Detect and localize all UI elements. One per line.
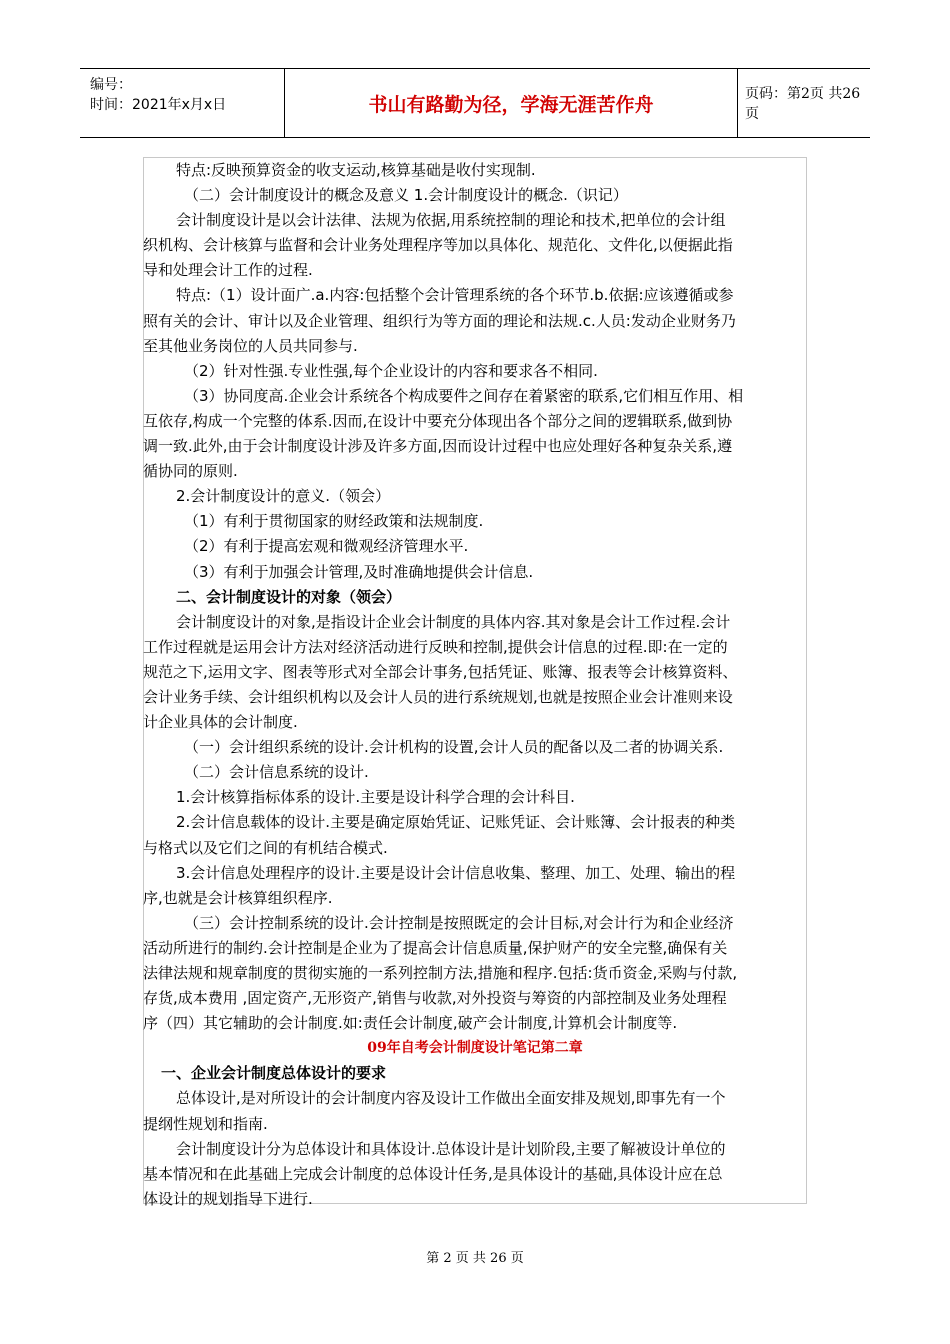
paragraph-line: 计企业具体的会计制度.	[143, 713, 298, 732]
page-info: 页码：第2页 共26页	[745, 86, 861, 122]
paragraph-line: 照有关的会计、审计以及企业管理、组织行为等方面的理论和法规.c.人员:发动企业财务乃	[143, 311, 736, 330]
paragraph-line: 规范之下,运用文字、图表等形式对全部会计事务,包括凭证、账簿、报表等会计核算资料、	[143, 662, 738, 681]
paragraph-line: 会计制度设计是以会计法律、法规为依据,用系统控制的理论和技术,把单位的会计组	[176, 211, 726, 230]
paragraph-line: 3.会计信息处理程序的设计.主要是设计会计信息收集、整理、加工、处理、输出的程	[176, 863, 736, 882]
paragraph-line: 2.会计制度设计的意义.（领会）	[176, 487, 391, 506]
paragraph-line: 导和处理会计工作的过程.	[143, 261, 313, 280]
paragraph-line: （1）有利于贯彻国家的财经政策和法规制度.	[184, 512, 484, 531]
section-heading: 一、企业会计制度总体设计的要求	[161, 1064, 387, 1083]
page-footer: 第 2 页 共 26 页	[426, 1251, 524, 1266]
paragraph-line: （一）会计组织系统的设计.会计机构的设置,会计人员的配备以及二者的协调关系.	[184, 738, 724, 757]
paragraph-line: （3）有利于加强会计管理,及时准确地提供会计信息.	[184, 562, 534, 581]
paragraph-line: 活动所进行的制约.会计控制是企业为了提高会计信息质量,保护财产的安全完整,确保有关	[143, 938, 728, 957]
time-label: 时间：2021年x月x日	[90, 97, 227, 113]
paragraph-line: （2）针对性强.专业性强,每个企业设计的内容和要求各不相同.	[184, 361, 598, 380]
paragraph-line: 工作过程就是运用会计方法对经济活动进行反映和控制,提供会计信息的过程.即:在一定的	[143, 637, 728, 656]
paragraph-line: 织机构、会计核算与监督和会计业务处理程序等加以具体化、规范化、文件化,以便据此指	[143, 236, 733, 255]
motto: 书山有路勤为径，学海无涯苦作舟	[284, 69, 738, 137]
paragraph-line: 1.会计核算指标体系的设计.主要是设计科学合理的会计科目.	[176, 788, 575, 807]
paragraph-line: 基本情况和在此基础上完成会计制度的总体设计任务,是具体设计的基础,具体设计应在总	[143, 1164, 723, 1183]
document-body	[143, 158, 807, 1212]
paragraph-line: （3）协同度高.企业会计系统各个构成要件之间存在着紧密的联系,它们相互作用、相	[184, 386, 744, 405]
paragraph-line: 至其他业务岗位的人员共同参与.	[143, 336, 358, 355]
paragraph-line: （三）会计控制系统的设计.会计控制是按照既定的会计目标,对会计行为和企业经济	[184, 913, 734, 932]
paragraph-line: 调一致.此外,由于会计制度设计涉及许多方面,因而设计过程中也应处理好各种复杂关系,遵	[143, 437, 733, 456]
paragraph-line: 序,也就是会计核算组织程序.	[143, 888, 333, 907]
paragraph-line: 与格式以及它们之间的有机结合模式.	[143, 838, 388, 857]
header-meta	[80, 69, 284, 137]
paragraph-line: 会计业务手续、会计组织机构以及会计人员的进行系统规划,也就是按照企业会计准则来设	[143, 687, 733, 706]
paragraph-line: 总体设计,是对所设计的会计制度内容及设计工作做出全面安排及规划,即事先有一个	[176, 1089, 726, 1108]
paragraph-line: （2）有利于提高宏观和微观经济管理水平.	[184, 537, 469, 556]
section-heading: 二、会计制度设计的对象（领会）	[176, 587, 402, 606]
paragraph-line: 特点:反映预算资金的收支运动,核算基础是收付实现制.	[176, 161, 536, 179]
paragraph-line: 会计制度设计分为总体设计和具体设计.总体设计是计划阶段,主要了解被设计单位的	[176, 1139, 726, 1158]
paragraph-line: 序（四）其它辅助的会计制度.如:责任会计制度,破产会计制度,计算机会计制度等.	[143, 1014, 678, 1033]
paragraph-line: 2.会计信息载体的设计.主要是确定原始凭证、记账凭证、会计账簿、会计报表的种类	[176, 813, 736, 832]
paragraph-line: 提纲性规划和指南.	[143, 1114, 268, 1133]
paragraph-line: 特点:（1）设计面广.a.内容:包括整个会计管理系统的各个环节.b.依据:应该遵循或参	[176, 286, 734, 305]
number-label: 编号：	[90, 77, 132, 93]
paragraph-line: 循协同的原则.	[143, 462, 238, 481]
paragraph-line: 存货,成本费用 ,固定资产,无形资产,销售与收款,对外投资与筹资的内部控制及业务处理程	[143, 989, 727, 1008]
paragraph-line: 法律法规和规章制度的贯彻实施的一系列控制方法,措施和程序.包括:货币资金,采购与付款,	[143, 964, 738, 982]
paragraph-line: 体设计的规划指导下进行.	[143, 1189, 313, 1208]
paragraph-line: 互依存,构成一个完整的体系.因而,在设计中要充分体现出各个部分之间的逻辑联系,做到协	[143, 411, 733, 430]
paragraph-line: （二）会计制度设计的概念及意义 1.会计制度设计的概念.（识记）	[184, 186, 628, 205]
paragraph-line: 会计制度设计的对象,是指设计企业会计制度的具体内容.其对象是会计工作过程.会计	[176, 612, 731, 631]
chapter-title: 09年自考会计制度设计笔记第二章	[367, 1040, 583, 1057]
header-table	[80, 68, 870, 138]
paragraph-line: （二）会计信息系统的设计.	[184, 763, 369, 782]
